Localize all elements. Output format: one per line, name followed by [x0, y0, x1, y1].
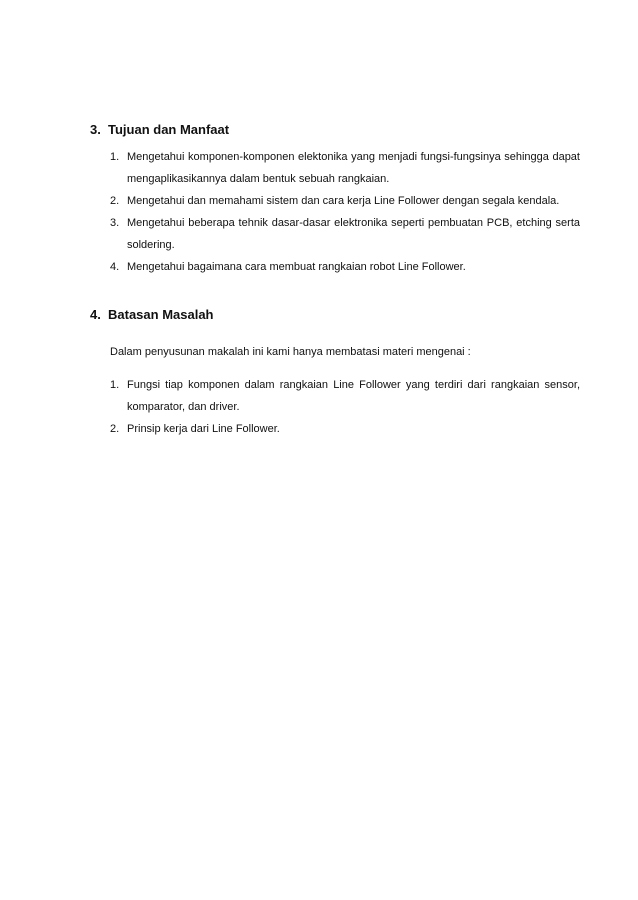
section-number: 3. — [90, 122, 101, 137]
section-number: 4. — [90, 307, 101, 322]
list-item-text: Mengetahui bagaimana cara membuat rangkaian robot Line Follower. — [127, 261, 466, 273]
list-item-number: 2. — [110, 423, 120, 435]
list-item-number: 2. — [110, 195, 120, 207]
list-item — [110, 190, 580, 212]
list-item — [110, 256, 580, 278]
list-item-text: Fungsi tiap komponen dalam rangkaian Line Follower yang terdiri dari rangkaian sensor, komparator, dan driver. — [127, 379, 580, 413]
section-intro-paragraph: Dalam penyusunan makalah ini kami hanya membatasi materi mengenai : — [110, 346, 471, 358]
list-item-text: Mengetahui beberapa tehnik dasar-dasar elektronika seperti pembuatan PCB, etching serta soldering. — [127, 217, 580, 251]
section-tujuan-dan-manfaat — [90, 121, 580, 278]
list-item-number: 1. — [110, 151, 120, 163]
objectives-list — [110, 146, 580, 278]
section-title: Tujuan dan Manfaat — [108, 122, 230, 137]
section-title: Batasan Masalah — [108, 307, 214, 322]
list-item-number: 1. — [110, 379, 120, 391]
list-item — [110, 212, 580, 256]
section-batasan-masalah — [90, 306, 580, 440]
list-item-number: 3. — [110, 217, 120, 229]
section-heading — [90, 306, 580, 324]
list-item-text: Mengetahui komponen-komponen elektonika yang menjadi fungsi-fungsinya sehingga dapat mengaplikasikannya dalam bentuk sebuah rangkaian. — [127, 151, 580, 185]
list-item — [110, 146, 580, 190]
list-item-number: 4. — [110, 261, 120, 273]
list-item — [110, 418, 580, 440]
list-item-text: Prinsip kerja dari Line Follower. — [127, 423, 280, 435]
list-item — [110, 374, 580, 418]
list-item-text: Mengetahui dan memahami sistem dan cara kerja Line Follower dengan segala kendala. — [127, 195, 560, 207]
section-heading — [90, 121, 580, 139]
scope-list — [110, 374, 580, 440]
